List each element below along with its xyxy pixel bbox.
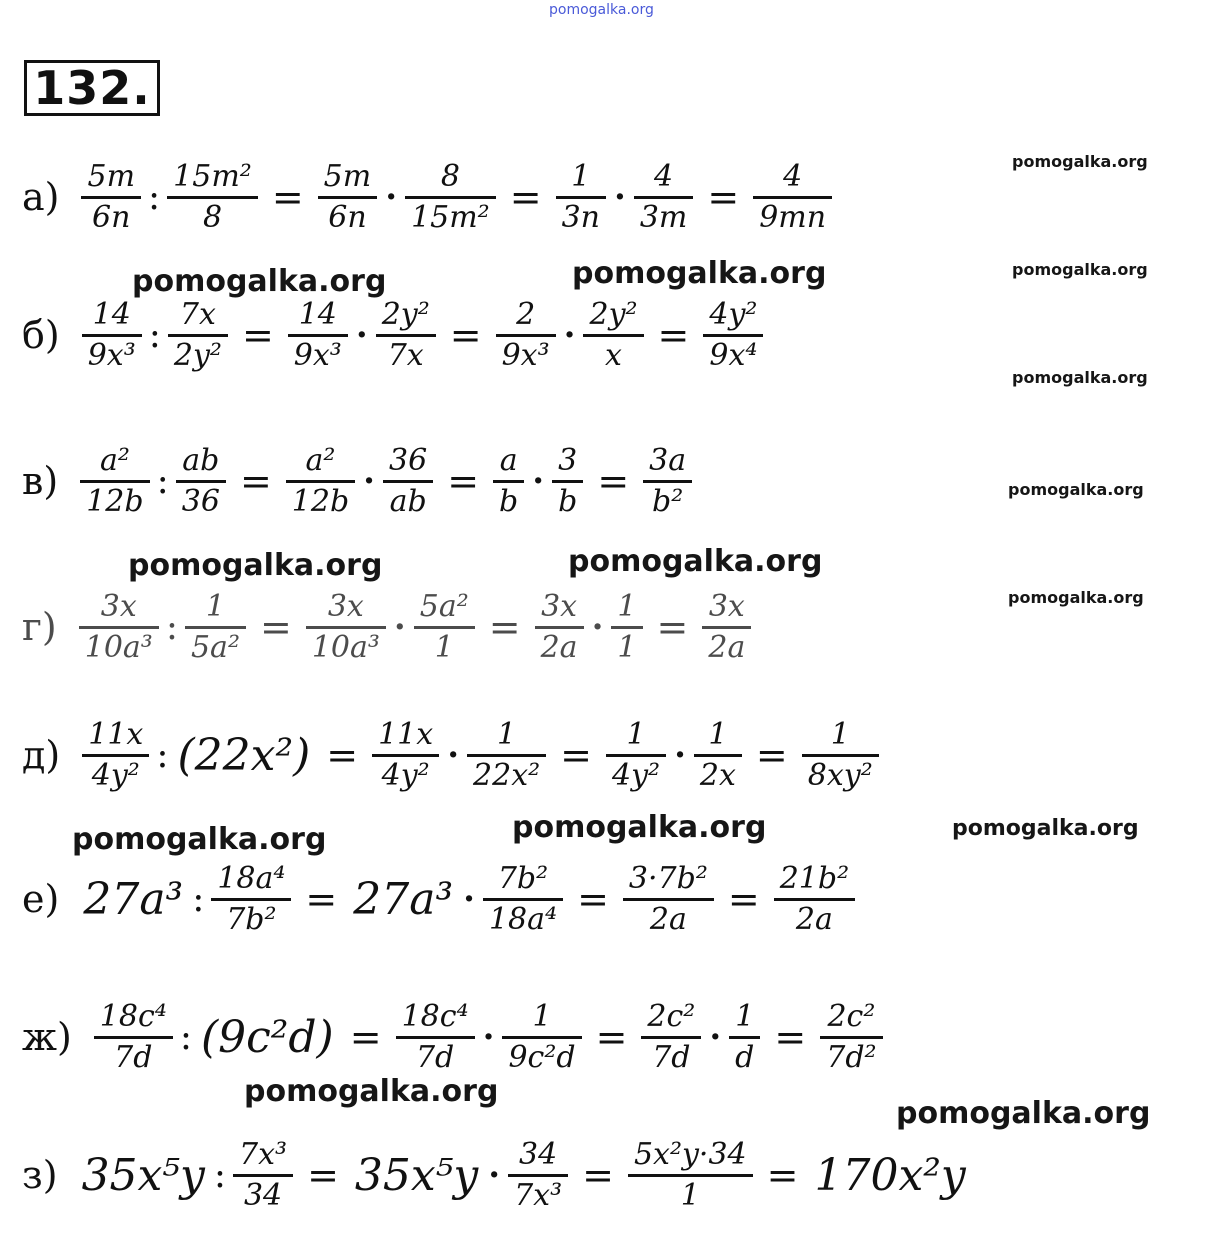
row-label: б) xyxy=(22,313,60,357)
watermark: pomogalka.org xyxy=(512,810,767,845)
watermark: pomogalka.org xyxy=(572,256,827,291)
fraction xyxy=(405,158,496,236)
numerator: 5m xyxy=(323,159,372,194)
problem-number: 132. xyxy=(24,60,160,116)
numerator: 2 xyxy=(516,297,536,332)
denominator: x xyxy=(605,337,622,373)
fraction xyxy=(167,158,258,236)
dot-sign: · xyxy=(385,177,398,217)
denominator: 2a xyxy=(708,629,746,665)
denominator: 2a xyxy=(795,901,833,937)
fraction xyxy=(628,1136,753,1214)
denominator: 22x² xyxy=(473,757,541,793)
fraction xyxy=(185,588,246,666)
fraction xyxy=(694,716,742,794)
numerator: 11x xyxy=(378,717,434,752)
fraction xyxy=(502,998,581,1076)
row-b xyxy=(22,296,767,374)
denominator: 36 xyxy=(181,483,220,519)
denominator: 6n xyxy=(328,199,367,235)
numerator: ab xyxy=(182,443,220,478)
numerator: 36 xyxy=(389,443,428,478)
numerator: 7x xyxy=(179,297,216,332)
row-label: е) xyxy=(22,877,60,921)
dot-sign: · xyxy=(674,735,686,775)
fraction xyxy=(774,860,855,938)
fraction xyxy=(286,442,355,520)
equals-sign: = xyxy=(657,313,690,357)
equals-sign: = xyxy=(582,1153,614,1197)
equals-sign: = xyxy=(271,175,304,219)
row-label: д) xyxy=(22,733,61,777)
fraction xyxy=(643,442,692,520)
result-expression: 170x²y xyxy=(814,1149,966,1201)
denominator: 4y² xyxy=(612,757,661,793)
row-label: г) xyxy=(22,605,57,649)
fraction xyxy=(556,158,606,236)
denominator: 7d xyxy=(652,1039,691,1075)
denominator: 4y² xyxy=(91,757,140,793)
dot-sign: · xyxy=(363,461,376,501)
numerator: 1 xyxy=(735,999,755,1034)
equals-sign: = xyxy=(241,313,274,357)
denominator: 7x xyxy=(387,337,424,373)
fraction xyxy=(414,588,475,666)
lead-expression: 35x⁵y xyxy=(81,1149,205,1201)
fraction xyxy=(80,442,149,520)
fraction xyxy=(318,158,378,236)
equals-sign: = xyxy=(755,733,788,777)
row-g xyxy=(22,588,755,666)
denominator: 7d xyxy=(415,1039,455,1075)
numerator: 2c² xyxy=(647,999,696,1034)
numerator: 3x xyxy=(541,589,578,624)
equals-sign: = xyxy=(259,605,292,649)
fraction xyxy=(583,296,643,374)
watermark: pomogalka.org xyxy=(132,264,387,299)
numerator: 34 xyxy=(518,1137,558,1172)
row-d xyxy=(22,716,883,794)
denominator: ab xyxy=(389,483,427,519)
fraction xyxy=(383,442,433,520)
watermark: pomogalka.org xyxy=(1008,480,1144,499)
denominator: 1 xyxy=(617,629,637,665)
dot-sign: · xyxy=(463,879,475,919)
row-label: з) xyxy=(22,1153,58,1197)
numerator: 15m² xyxy=(173,159,252,194)
equals-sign: = xyxy=(307,1153,339,1197)
numerator: 7b² xyxy=(497,861,549,896)
fraction xyxy=(753,158,832,236)
denominator: 7d xyxy=(114,1039,153,1075)
numerator: 2c² xyxy=(827,999,876,1034)
denominator: 18a⁴ xyxy=(488,901,558,937)
numerator: 1 xyxy=(626,717,646,752)
numerator: 18a⁴ xyxy=(217,861,286,896)
watermark: pomogalka.org xyxy=(952,816,1139,841)
denominator: 9mn xyxy=(759,199,827,235)
numerator: 5a² xyxy=(419,589,469,624)
numerator: 1 xyxy=(532,999,552,1034)
colon-sign: : xyxy=(148,176,161,218)
divisor-expression: (9c²d) xyxy=(200,1011,334,1063)
denominator: 7b² xyxy=(226,901,277,937)
colon-sign: : xyxy=(156,734,169,776)
denominator: 8 xyxy=(202,199,223,235)
numerator: 8 xyxy=(440,159,460,194)
fraction xyxy=(606,716,666,794)
dot-sign: · xyxy=(447,735,460,775)
equals-sign: = xyxy=(595,1015,628,1059)
numerator: 11x xyxy=(88,717,144,752)
dot-sign: · xyxy=(393,607,406,647)
fraction xyxy=(611,588,642,666)
watermark-top: pomogalka.org xyxy=(549,2,654,18)
denominator: d xyxy=(735,1039,755,1075)
numerator: 4y² xyxy=(709,297,758,332)
middle-expression: 35x⁵y xyxy=(354,1149,479,1201)
denominator: 10a³ xyxy=(84,629,153,665)
dot-sign: · xyxy=(591,607,604,647)
fraction xyxy=(703,296,763,374)
numerator: 14 xyxy=(92,297,131,332)
denominator: 6n xyxy=(92,199,131,235)
dot-sign: · xyxy=(563,315,576,355)
equals-sign: = xyxy=(707,175,740,219)
denominator: 2a xyxy=(540,629,578,665)
fraction xyxy=(467,716,546,794)
colon-sign: : xyxy=(213,1154,227,1196)
numerator: 5m xyxy=(87,159,136,194)
fraction xyxy=(802,716,879,794)
fraction xyxy=(634,158,694,236)
denominator: 3m xyxy=(639,199,688,235)
middle-expression: 27a³ xyxy=(353,873,454,925)
fraction xyxy=(94,998,173,1076)
denominator: 7x³ xyxy=(514,1177,563,1213)
dot-sign: · xyxy=(488,1155,501,1195)
denominator: 2x xyxy=(699,757,736,793)
denominator: 4y² xyxy=(381,757,430,793)
denominator: 1 xyxy=(434,629,454,665)
row-v xyxy=(22,442,696,520)
dot-sign: · xyxy=(482,1017,495,1057)
fraction xyxy=(396,998,475,1076)
denominator: 15m² xyxy=(411,199,490,235)
dot-sign: · xyxy=(532,461,545,501)
row-z xyxy=(22,1136,972,1214)
numerator: 18c⁴ xyxy=(401,999,469,1034)
fraction xyxy=(79,588,159,666)
watermark: pomogalka.org xyxy=(1012,152,1148,171)
fraction xyxy=(176,442,226,520)
denominator: 12b xyxy=(86,483,144,519)
numerator: 1 xyxy=(708,717,728,752)
denominator: 9x³ xyxy=(293,337,342,373)
watermark: pomogalka.org xyxy=(1008,588,1144,607)
dot-sign: · xyxy=(709,1017,722,1057)
fraction xyxy=(641,998,701,1076)
denominator: b² xyxy=(652,483,684,519)
colon-sign: : xyxy=(148,314,161,356)
numerator: 1 xyxy=(571,159,591,194)
numerator: 3a xyxy=(649,443,687,478)
numerator: 4 xyxy=(783,159,803,194)
denominator: 8xy² xyxy=(807,757,873,793)
fraction xyxy=(508,1136,568,1214)
denominator: 34 xyxy=(243,1177,283,1213)
fraction xyxy=(623,860,714,938)
equals-sign: = xyxy=(656,605,689,649)
numerator: a² xyxy=(99,443,130,478)
row-label: в) xyxy=(22,459,59,503)
numerator: 1 xyxy=(205,589,226,624)
fraction xyxy=(729,998,760,1076)
numerator: 1 xyxy=(617,589,637,624)
numerator: 3 xyxy=(558,443,578,478)
numerator: 3x xyxy=(327,589,364,624)
fraction xyxy=(81,158,141,236)
equals-sign: = xyxy=(597,459,630,503)
denominator: b xyxy=(499,483,519,519)
denominator: 5a² xyxy=(190,629,240,665)
fraction xyxy=(493,442,524,520)
divisor-expression: (22x²) xyxy=(177,729,311,781)
equals-sign: = xyxy=(560,733,592,777)
fraction xyxy=(372,716,439,794)
equals-sign: = xyxy=(488,605,521,649)
numerator: 5x²y·34 xyxy=(633,1137,747,1172)
equals-sign: = xyxy=(774,1015,807,1059)
watermark: pomogalka.org xyxy=(1012,368,1148,387)
equals-sign: = xyxy=(577,877,609,921)
equals-sign: = xyxy=(326,733,359,777)
row-zh xyxy=(22,998,887,1076)
equals-sign: = xyxy=(349,1015,382,1059)
numerator: 18c⁴ xyxy=(99,999,167,1034)
denominator: 9x⁴ xyxy=(709,337,758,373)
watermark: pomogalka.org xyxy=(1012,260,1148,279)
row-e xyxy=(22,860,859,938)
lead-expression: 27a³ xyxy=(83,873,184,925)
equals-sign: = xyxy=(447,459,480,503)
denominator: 7d² xyxy=(826,1039,877,1075)
numerator: 21b² xyxy=(779,861,850,896)
equals-sign: = xyxy=(509,175,542,219)
fraction xyxy=(552,442,583,520)
dot-sign: · xyxy=(613,177,626,217)
fraction xyxy=(483,860,563,938)
numerator: 3x xyxy=(100,589,137,624)
fraction xyxy=(82,716,149,794)
numerator: 1 xyxy=(497,717,517,752)
numerator: 3·7b² xyxy=(628,861,708,896)
fraction xyxy=(82,296,142,374)
fraction xyxy=(211,860,291,938)
fraction xyxy=(376,296,436,374)
numerator: 14 xyxy=(298,297,337,332)
equals-sign: = xyxy=(305,877,338,921)
denominator: 10a³ xyxy=(311,629,380,665)
row-a xyxy=(22,158,836,236)
row-label: ж) xyxy=(22,1015,72,1059)
fraction xyxy=(496,296,556,374)
equals-sign: = xyxy=(239,459,272,503)
watermark: pomogalka.org xyxy=(896,1096,1151,1131)
denominator: 1 xyxy=(680,1177,700,1213)
colon-sign: : xyxy=(165,606,178,648)
numerator: 2y² xyxy=(589,297,638,332)
colon-sign: : xyxy=(179,1016,192,1058)
fraction xyxy=(535,588,584,666)
dot-sign: · xyxy=(355,315,368,355)
fraction xyxy=(288,296,348,374)
fraction xyxy=(702,588,751,666)
equals-sign: = xyxy=(449,313,482,357)
fraction xyxy=(820,998,882,1076)
watermark: pomogalka.org xyxy=(568,544,823,579)
denominator: 9x³ xyxy=(501,337,550,373)
colon-sign: : xyxy=(156,460,169,502)
denominator: 2y² xyxy=(173,337,222,373)
numerator: 2y² xyxy=(381,297,430,332)
numerator: a xyxy=(499,443,518,478)
denominator: 3n xyxy=(561,199,600,235)
colon-sign: : xyxy=(192,878,205,920)
equals-sign: = xyxy=(727,877,760,921)
denominator: 2a xyxy=(649,901,687,937)
watermark: pomogalka.org xyxy=(244,1074,499,1109)
row-label: а) xyxy=(22,175,60,219)
equals-sign: = xyxy=(766,1153,799,1197)
denominator: 12b xyxy=(291,483,350,519)
denominator: 9c²d xyxy=(508,1039,576,1075)
fraction xyxy=(306,588,386,666)
fraction xyxy=(233,1136,293,1214)
numerator: 3x xyxy=(708,589,745,624)
numerator: 7x³ xyxy=(239,1137,288,1172)
watermark: pomogalka.org xyxy=(128,548,383,583)
watermark: pomogalka.org xyxy=(72,822,327,857)
numerator: 1 xyxy=(830,717,850,752)
numerator: 4 xyxy=(654,159,674,194)
fraction xyxy=(168,296,228,374)
denominator: 9x³ xyxy=(87,337,136,373)
numerator: a² xyxy=(305,443,336,478)
denominator: b xyxy=(558,483,578,519)
